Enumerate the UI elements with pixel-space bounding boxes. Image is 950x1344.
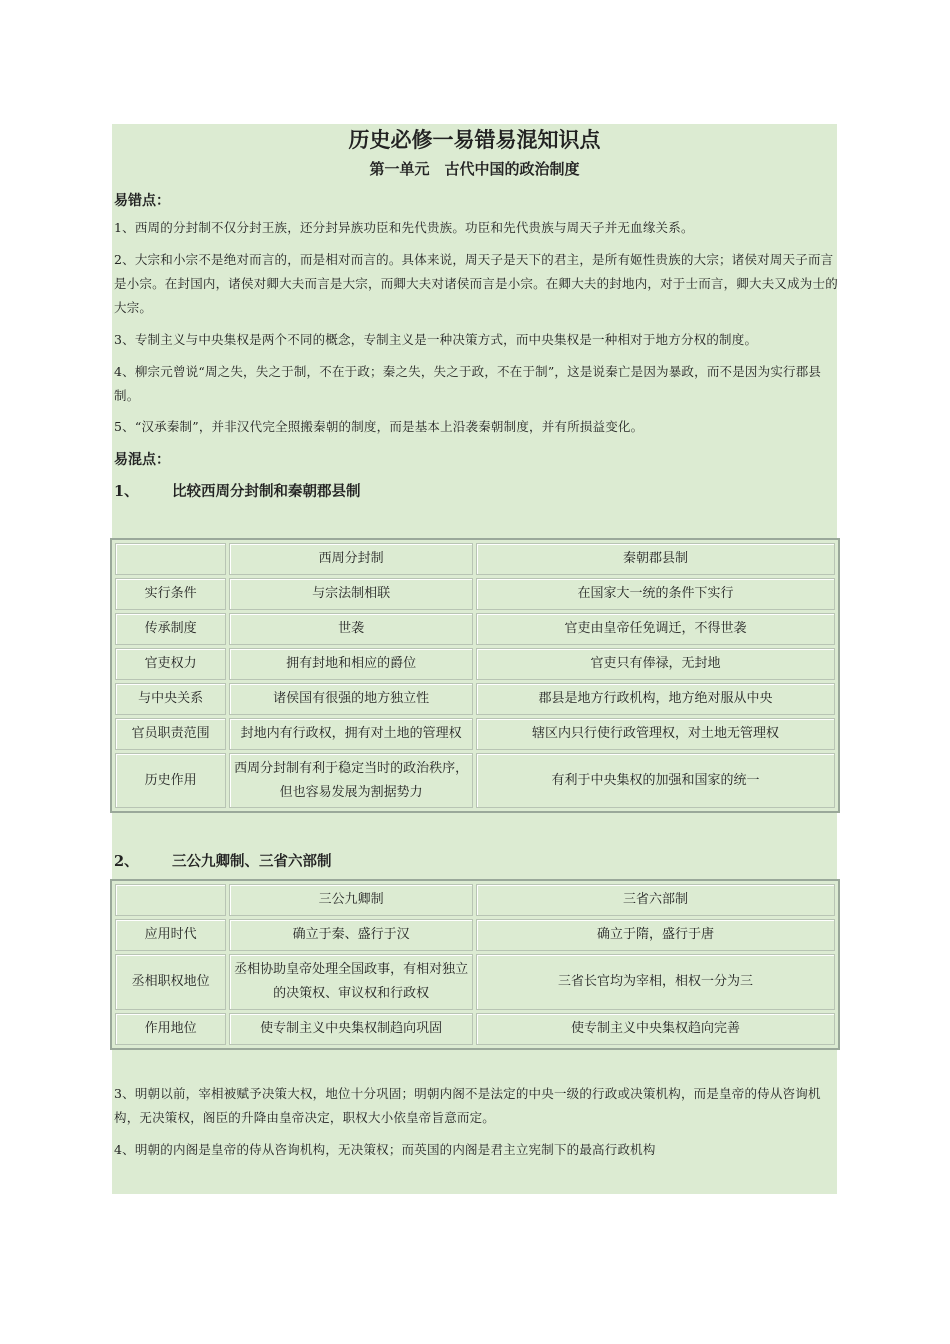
comparison-table-1 (110, 538, 840, 813)
error-item-1: 1、西周的分封制不仅分封王族，还分封异族功臣和先代贵族。功臣和先代贵族与周天子并无血缘关系。 (114, 220, 694, 235)
table-cell: 辖区内只行使行政管理权，对土地无管理权 (476, 718, 835, 750)
table-cell: 诸侯国有很强的地方独立性 (229, 683, 473, 715)
compare1-heading (114, 480, 361, 501)
table-cell: 郡县是地方行政机构，地方绝对服从中央 (476, 683, 835, 715)
table-cell: 西周分封制 (229, 543, 473, 575)
table-cell: 封地内有行政权，拥有对土地的管理权 (229, 718, 473, 750)
table-cell: 世袭 (229, 613, 473, 645)
table-cell: 确立于秦、盛行于汉 (229, 919, 473, 951)
table-cell: 作用地位 (115, 1013, 226, 1045)
error-item-5: 5、“汉承秦制”，并非汉代完全照搬秦朝的制度，而是基本上沿袭秦朝制度，并有所损益变化。 (114, 419, 644, 434)
confuse-heading: 易混点： (114, 452, 170, 468)
table-cell: 历史作用 (115, 753, 226, 808)
table-row (115, 613, 835, 645)
table-header-row (115, 884, 835, 916)
table-cell: 传承制度 (115, 613, 226, 645)
table-row (115, 578, 835, 610)
table-row (115, 1013, 835, 1045)
comparison-table-2 (110, 879, 840, 1050)
table-cell: 三省六部制 (476, 884, 835, 916)
note-item-3: 3、明朝以前，宰相被赋予决策大权，地位十分巩固；明朝内阁不是法定的中央一级的行政或决策机构，而是皇帝的侍从咨询机构，无决策权，阁臣的升降由皇帝决定，职权大小依皇帝旨意而定。 (114, 1086, 821, 1125)
table-cell: 西周分封制有利于稳定当时的政治秩序，但也容易发展为割据势力 (229, 753, 473, 808)
table-row (115, 919, 835, 951)
table-cell: 官吏只有俸禄，无封地 (476, 648, 835, 680)
errors-heading: 易错点： (114, 193, 170, 209)
table-cell: 三公九卿制 (229, 884, 473, 916)
table-cell: 秦朝郡县制 (476, 543, 835, 575)
table-cell: 确立于隋，盛行于唐 (476, 919, 835, 951)
table-cell: 官员职责范围 (115, 718, 226, 750)
error-item-3: 3、专制主义与中央集权是两个不同的概念，专制主义是一种决策方式，而中央集权是一种相对于地方分权的制度。 (114, 332, 758, 347)
table-cell: 使专制主义中央集权制趋向巩固 (229, 1013, 473, 1045)
error-item-4: 4、柳宗元曾说“周之失，失之于制，不在于政；秦之失，失之于政，不在于制”，这是说秦亡是因为暴政，而不是因为实行郡县制。 (114, 364, 822, 403)
table-cell: 与宗法制相联 (229, 578, 473, 610)
table-row (115, 753, 835, 808)
table-row (115, 954, 835, 1010)
table-cell (115, 884, 226, 916)
table-cell: 丞相职权地位 (115, 954, 226, 1010)
table-cell: 拥有封地和相应的爵位 (229, 648, 473, 680)
table-row (115, 648, 835, 680)
table-cell: 实行条件 (115, 578, 226, 610)
table-cell: 官吏由皇帝任免调迁，不得世袭 (476, 613, 835, 645)
note-item-4: 4、明朝的内阁是皇帝的侍从咨询机构，无决策权；而英国的内阁是君主立宪制下的最高行政机构 (114, 1142, 656, 1157)
table-cell: 在国家大一统的条件下实行 (476, 578, 835, 610)
table-header-row (115, 543, 835, 575)
table-cell: 与中央关系 (115, 683, 226, 715)
compare2-title: 三公九卿制、三省六部制 (172, 853, 332, 870)
compare1-title: 比较西周分封制和秦朝郡县制 (172, 483, 361, 500)
table-cell: 使专制主义中央集权趋向完善 (476, 1013, 835, 1045)
compare2-heading (114, 850, 332, 871)
table-row (115, 718, 835, 750)
table-cell (115, 543, 226, 575)
table-cell: 应用时代 (115, 919, 226, 951)
compare2-number: 2、 (114, 853, 139, 870)
unit-title: 第一单元 古代中国的政治制度 (369, 160, 580, 178)
table-cell: 丞相协助皇帝处理全国政事，有相对独立的决策权、审议权和行政权 (229, 954, 473, 1010)
table-cell: 有利于中央集权的加强和国家的统一 (476, 753, 835, 808)
document-title: 历史必修一易错易混知识点 (348, 127, 601, 152)
compare1-number: 1、 (114, 483, 139, 500)
table-row (115, 683, 835, 715)
table-cell: 三省长官均为宰相，相权一分为三 (476, 954, 835, 1010)
table-cell: 官吏权力 (115, 648, 226, 680)
error-item-2: 2、大宗和小宗不是绝对而言的，而是相对而言的。具体来说，周天子是天下的君主，是所有姬性贵族的大宗；诸侯对周天子而言是小宗。在封国内，诸侯对卿大夫而言是大宗，而卿大夫对诸侯而言是小宗。在卿大夫的封地内，对于士而言，卿大夫又成为士的大宗。 (114, 252, 838, 315)
